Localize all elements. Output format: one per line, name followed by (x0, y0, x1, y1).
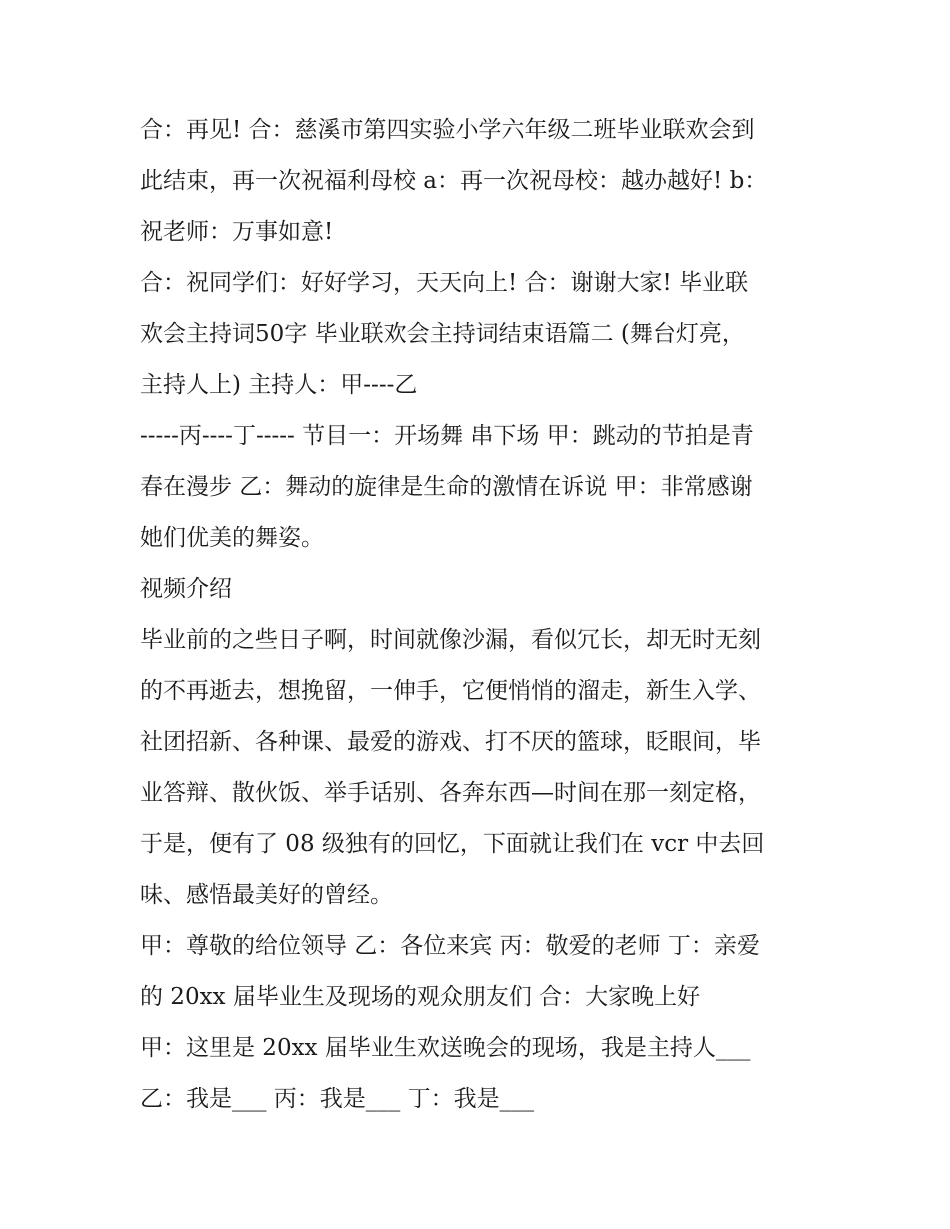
section-heading-video-intro: 视频介绍 (140, 576, 232, 602)
text-line-8: 春在漫步 乙：舞动的旋律是生命的激情在诉说 甲：非常感谢 (140, 474, 753, 500)
text-line-11: 毕业前的之些日子啊，时间就像沙漏，看似冗长，却无时无刻 (140, 627, 761, 653)
text-line-2: 此结束，再一次祝福利母校 a：再一次祝母校：越办越好! b： (140, 168, 768, 194)
text-line-19: 甲：这里是 20xx 届毕业生欢送晚会的现场，我是主持人___ (140, 1035, 751, 1061)
text-line-18: 的 20xx 届毕业生及现场的观众朋友们 合：大家晚上好 (140, 984, 701, 1010)
text-line-16: 味、感悟最美好的曾经。 (140, 882, 393, 908)
text-line-3: 祝老师：万事如意! (140, 219, 334, 245)
text-line-5: 欢会主持词50字 毕业联欢会主持词结束语篇二 (舞台灯亮， (140, 321, 745, 347)
text-line-1: 合：再见! 合：慈溪市第四实验小学六年级二班毕业联欢会到 (140, 117, 755, 143)
text-line-13: 社团招新、各种课、最爱的游戏、打不厌的篮球，眨眼间，毕 (140, 729, 761, 755)
text-line-15: 于是，便有了 08 级独有的回忆，下面就让我们在 vcr 中去回 (140, 831, 765, 857)
text-line-20: 乙：我是___ 丙：我是___ 丁：我是___ (140, 1086, 535, 1112)
text-line-17: 甲：尊敬的给位领导 乙：各位来宾 丙：敬爱的老师 丁：亲爱 (140, 933, 760, 959)
text-line-12: 的不再逝去，想挽留，一伸手，它便悄悄的溜走，新生入学、 (140, 678, 761, 704)
text-line-14: 业答辩、散伙饭、举手话别、各奔东西—时间在那一刻定格， (140, 780, 761, 806)
document-body (140, 105, 820, 1125)
text-line-9: 她们优美的舞姿。 (140, 525, 324, 551)
text-line-6: 主持人上) 主持人：甲----乙 (140, 372, 418, 398)
text-line-7: -----丙----丁----- 节目一：开场舞 串下场 甲：跳动的节拍是青 (140, 423, 754, 449)
text-line-4: 合：祝同学们：好好学习，天天向上! 合：谢谢大家! 毕业联 (140, 270, 749, 296)
